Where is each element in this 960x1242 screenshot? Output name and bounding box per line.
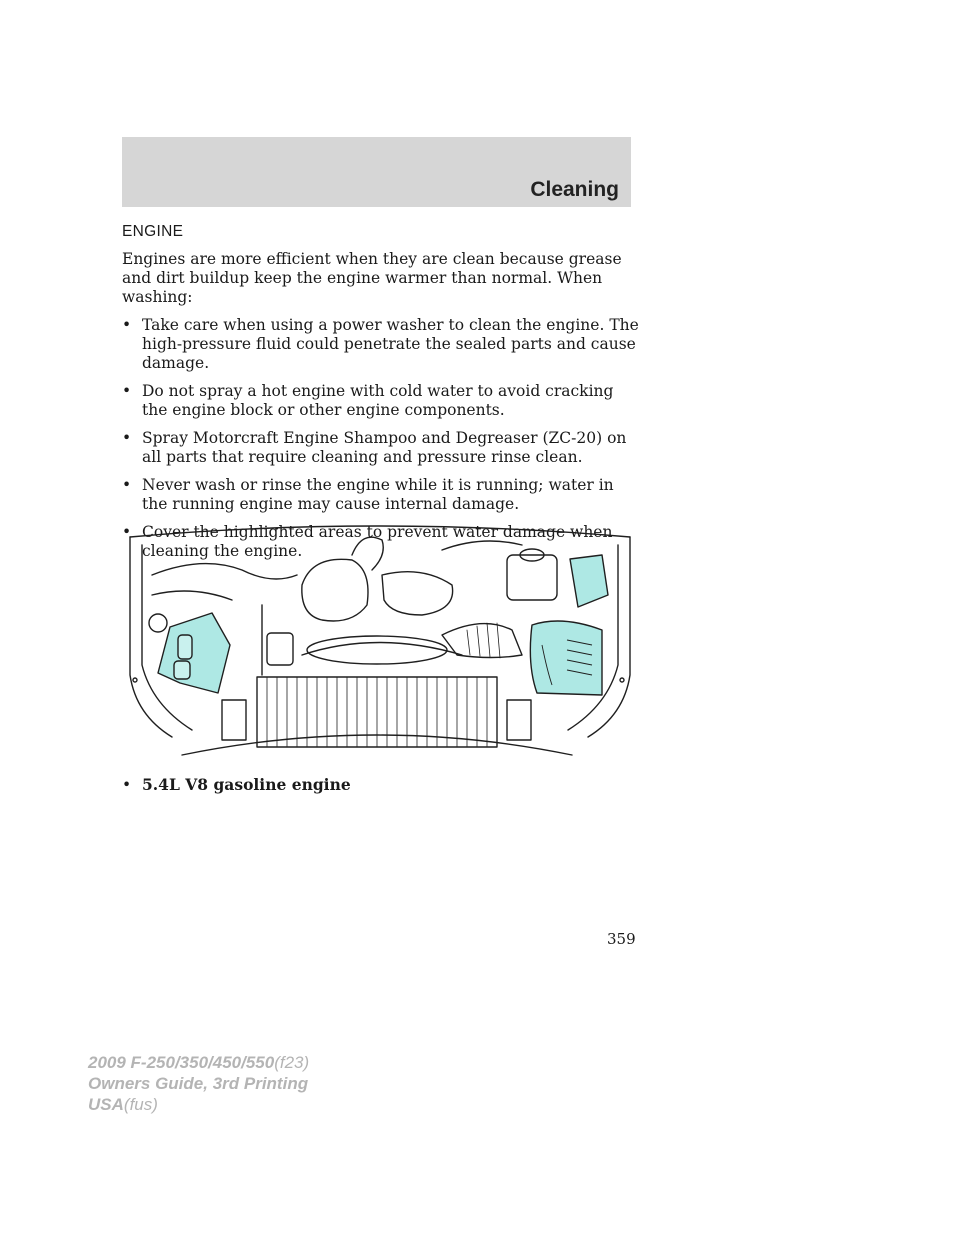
bullet-text: Never wash or rinse the engine while it is running; water in the running engine may cause internal damage.	[142, 476, 614, 513]
footer-region-code: (fus)	[123, 1095, 158, 1114]
footer-line-2: Owners Guide, 3rd Printing	[88, 1074, 309, 1093]
fan-shroud	[302, 643, 462, 656]
footer-model: 2009 F-250/350/450/550	[88, 1053, 275, 1072]
page-number: 359	[607, 930, 636, 948]
coolant-reservoir	[507, 555, 557, 600]
footer-line-3	[88, 1094, 309, 1115]
section-title: Cleaning	[530, 178, 619, 201]
bullet-dot: •	[122, 316, 132, 334]
fan	[307, 636, 447, 664]
battery-terminal-cover	[178, 635, 192, 659]
section-header-band	[122, 137, 631, 207]
bullet-item	[122, 429, 642, 467]
highlighted-areas	[158, 555, 608, 695]
bullet-text: Cover the highlighted areas to prevent water damage when cleaning the engine.	[142, 523, 613, 560]
battery-terminal-cover	[174, 661, 190, 679]
engine-illustration-svg	[122, 515, 632, 760]
bullet-item	[122, 382, 642, 420]
section-heading: ENGINE	[122, 223, 184, 240]
hood-edge	[130, 526, 630, 537]
footer-model-code: (f23)	[274, 1053, 310, 1072]
wiring-harness	[152, 564, 297, 579]
left-bracket	[222, 700, 246, 740]
intake-manifold	[302, 559, 368, 621]
hose-left	[152, 591, 232, 600]
intake-tube	[352, 537, 383, 570]
footer-line-1	[88, 1052, 309, 1073]
engine-compartment-illustration	[122, 515, 632, 760]
bullet-text: Take care when using a power washer to clean the engine. The high-pressure fluid could penetrate the sealed parts and cause damage.	[142, 316, 639, 372]
figure-caption-text: 5.4L V8 gasoline engine	[142, 775, 351, 794]
bullet-item	[122, 316, 642, 373]
bullet-dot: •	[122, 476, 132, 494]
highlighted-fuse-box	[570, 555, 608, 607]
fastener	[620, 678, 624, 682]
radiator-fins	[267, 677, 487, 747]
bullet-text: Spray Motorcraft Engine Shampoo and Degreaser (ZC-20) on all parts that require cleaning and pressure rinse clean.	[142, 429, 627, 466]
fastener	[133, 678, 137, 682]
footer-region: USA	[88, 1095, 124, 1114]
bullet-dot: •	[122, 429, 132, 447]
left-cap	[149, 614, 167, 632]
bullet-item	[122, 476, 642, 514]
figure-caption	[122, 775, 351, 794]
left-fender	[130, 537, 172, 737]
bullet-dot: •	[122, 523, 132, 541]
bullet-dot: •	[122, 776, 132, 794]
throttle-body	[382, 572, 453, 615]
document-footer	[88, 1052, 309, 1115]
bullet-text: Do not spray a hot engine with cold water to avoid cracking the engine block or other engine components.	[142, 382, 614, 419]
bullet-dot: •	[122, 382, 132, 400]
right-bracket	[507, 700, 531, 740]
intro-paragraph: Engines are more efficient when they are clean because grease and dirt buildup keep the engine warmer than normal. When washing:	[122, 250, 622, 306]
highlighted-battery	[158, 613, 230, 693]
highlighted-air-cleaner	[530, 621, 602, 695]
brake-reservoir	[267, 633, 293, 665]
hose-right	[442, 541, 522, 550]
